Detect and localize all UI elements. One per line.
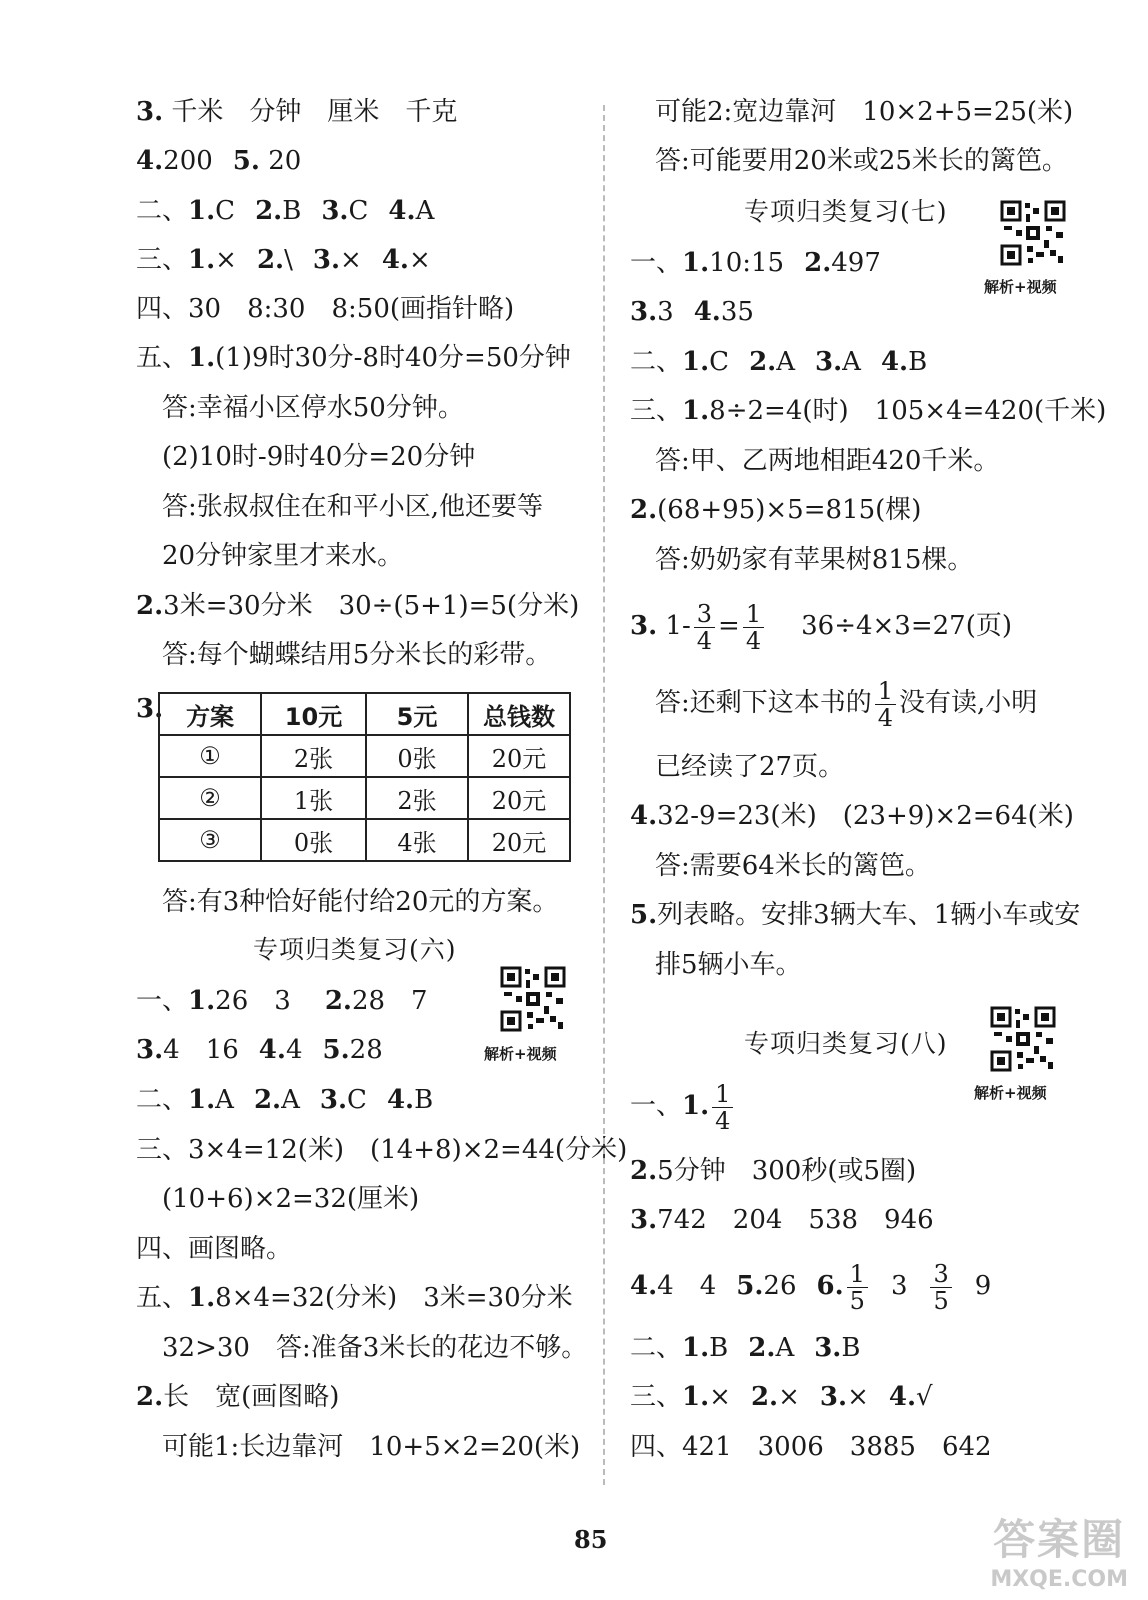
answer-line: 3.742 204 538 946 [630, 1205, 934, 1235]
table-cell: 0张 [366, 735, 468, 777]
watermark-logo: 答案圈 [993, 1515, 1126, 1564]
answer-line: 四、30 8:30 8:50(画指针略) [136, 294, 515, 324]
table-cell: 20元 [468, 735, 570, 777]
fraction: $\frac{3}{5}$ [930, 1261, 951, 1314]
page-number: 85 [574, 1525, 608, 1554]
answer-line: 2.(68+95)×5=815(棵) [630, 495, 922, 525]
table-cell: ② [159, 777, 261, 819]
table-row [159, 735, 570, 777]
answer-line: 三、3×4=12(米) (14+8)×2=44(分米) [136, 1135, 628, 1165]
fraction: $\frac{1}{4}$ [712, 1081, 733, 1134]
answer-line: 已经读了27页。 [655, 752, 845, 782]
table-cell: 20元 [468, 819, 570, 861]
answer-line: 答:可能要用20米或25米长的篱笆。 [655, 146, 1068, 176]
table-cell: 4张 [366, 819, 468, 861]
section-heading: 专项归类复习(八) [744, 1029, 948, 1058]
answer-line: 二、1.B 2.A 3.B [630, 1333, 861, 1363]
table-cell: 2张 [261, 735, 366, 777]
answer-line: 二、1.A 2.A 3.C 4.B [136, 1085, 434, 1115]
payment-plan-table [158, 692, 571, 862]
fraction: $\frac{3}{4}$ [694, 601, 715, 654]
table-cell: 20元 [468, 777, 570, 819]
answer-line: 5.列表略。安排3辆大车、1辆小车或安 [630, 900, 1081, 930]
answer-line: 三、1.8÷2=4(时) 105×4=420(千米) [630, 396, 1107, 426]
answer-line: 答:有3种恰好能付给20元的方案。 [162, 887, 559, 917]
answer-line: 3. 1- $\frac{3}{4}$ = $\frac{1}{4}$ 36÷4×3=27(页) [630, 599, 1013, 655]
answer-line: 答:奶奶家有苹果树815棵。 [655, 545, 974, 575]
answer-line: 排5辆小车。 [655, 950, 802, 980]
answer-line: 答:每个蝴蝶结用5分米长的彩带。 [162, 640, 552, 670]
answer-line: 4.200 5. 20 [136, 146, 302, 176]
table-row [159, 819, 570, 861]
answer-line: 答:幸福小区停水50分钟。 [162, 393, 464, 423]
table-header-row [159, 693, 570, 735]
answer-line: 4.32-9=23(米) (23+9)×2=64(米) [630, 801, 1074, 831]
answer-line: 3.4 16 4.4 5.28 [136, 1035, 383, 1065]
table-header: 总钱数 [468, 693, 570, 735]
answer-line: 2.长 宽(画图略) [136, 1382, 340, 1412]
answer-line: 20分钟家里才来水。 [162, 541, 404, 571]
section-heading: 专项归类复习(七) [744, 197, 948, 226]
section-heading: 专项归类复习(六) [253, 935, 457, 964]
answer-line: 一、1.26 3 2.28 7 [136, 986, 428, 1016]
qr-code-icon[interactable] [500, 966, 566, 1032]
answer-line: 四、421 3006 3885 642 [630, 1432, 992, 1462]
answer-line: 三、1.× 2.\ 3.× 4.× [136, 245, 431, 275]
answer-line: 一、1. $\frac{1}{4}$ [630, 1078, 736, 1134]
column-divider [603, 105, 605, 1485]
fraction: $\frac{1}{5}$ [847, 1261, 868, 1314]
answer-line: 2.5分钟 300秒(或5圈) [630, 1156, 917, 1186]
answer-line: 五、1.(1)9时30分-8时40分=50分钟 [136, 343, 571, 373]
qr-code-icon[interactable] [990, 1006, 1056, 1072]
answer-line: (10+6)×2=32(厘米) [162, 1184, 420, 1214]
table-header: 5元 [366, 693, 468, 735]
table-cell: ① [159, 735, 261, 777]
answer-line: 五、1.8×4=32(分米) 3米=30分米 [136, 1283, 573, 1313]
table-row [159, 777, 570, 819]
answer-line: 3. 千米 分钟 厘米 千克 [136, 97, 458, 127]
answer-line: 32>30 答:准备3米长的花边不够。 [162, 1333, 588, 1363]
table-cell: 0张 [261, 819, 366, 861]
question-number: 3. [136, 694, 164, 724]
answer-line: 可能2:宽边靠河 10×2+5=25(米) [655, 97, 1074, 127]
fraction: $\frac{1}{4}$ [875, 678, 896, 731]
fraction: $\frac{1}{4}$ [743, 601, 764, 654]
answer-line: 二、1.C 2.B 3.C 4.A [136, 196, 435, 226]
table-cell: ③ [159, 819, 261, 861]
answer-line: 答:张叔叔住在和平小区,他还要等 [162, 492, 544, 522]
answer-line: 答:甲、乙两地相距420千米。 [655, 446, 1000, 476]
table-header: 方案 [159, 693, 261, 735]
watermark-url: MXQE.COM [990, 1567, 1128, 1592]
answer-line: 可能1:长边靠河 10+5×2=20(米) [162, 1432, 581, 1462]
table-cell: 2张 [366, 777, 468, 819]
answer-line: 二、1.C 2.A 3.A 4.B [630, 347, 928, 377]
answer-line: 3.3 4.35 [630, 297, 754, 327]
qr-code-icon[interactable] [1000, 200, 1066, 266]
table-cell: 1张 [261, 777, 366, 819]
answer-line: 一、1.10:15 2.497 [630, 248, 881, 278]
answer-line: 答:需要64米长的篱笆。 [655, 851, 931, 881]
answer-line: (2)10时-9时40分=20分钟 [162, 442, 476, 472]
table-header: 10元 [261, 693, 366, 735]
answer-line: 三、1.× 2.× 3.× 4.√ [630, 1382, 933, 1412]
qr-caption: 解析+视频 [974, 1084, 1047, 1102]
qr-caption: 解析+视频 [484, 1045, 557, 1063]
answer-line: 四、画图略。 [136, 1234, 293, 1264]
qr-caption: 解析+视频 [984, 278, 1057, 296]
answer-line: 4.4 4 5.26 6. $\frac{1}{5}$ 3 $\frac{3}{5}$ 9 [630, 1259, 992, 1315]
answer-line: 2.3米=30分米 30÷(5+1)=5(分米) [136, 591, 580, 621]
watermark [990, 1507, 1128, 1592]
answer-line: 答:还剩下这本书的 $\frac{1}{4}$ 没有读,小明 [655, 676, 1038, 732]
